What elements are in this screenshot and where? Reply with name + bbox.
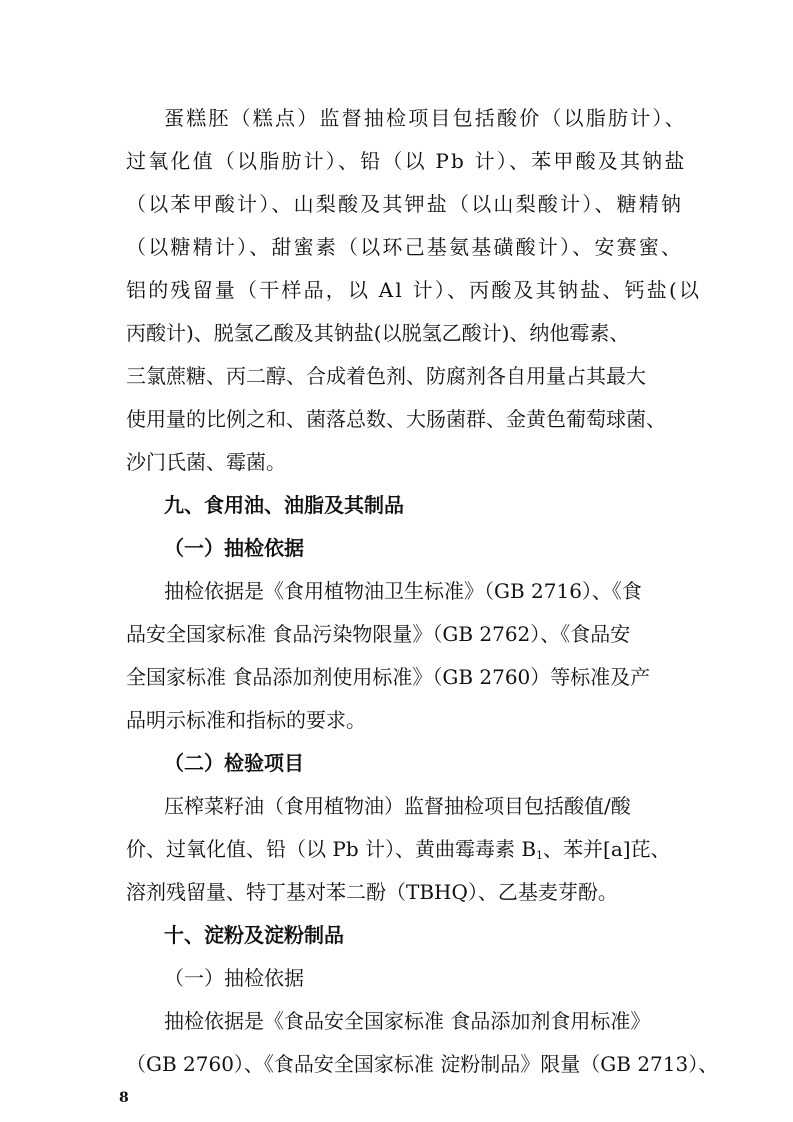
paragraph-line: 三氯蔗糖、丙二醇、合成着色剂、防腐剂各自用量占其最大 — [126, 364, 646, 388]
subsection-heading: （一）抽检依据 — [164, 536, 304, 560]
subsection-heading: （二）检验项目 — [164, 751, 304, 775]
paragraph-line: （GB 2760）、《食品安全国家标准 淀粉制品》限量（GB 2713）、 — [126, 1052, 719, 1076]
section-heading: 十、淀粉及淀粉制品 — [164, 923, 344, 947]
paragraph-line: 全国家标准 食品添加剂使用标准》（GB 2760）等标准及产 — [126, 665, 651, 689]
subscript: 1 — [536, 849, 544, 862]
text-span: 、苯并[a]芘、 — [543, 837, 671, 861]
subsection-heading: （一）抽检依据 — [164, 966, 304, 990]
text-span: 价、过氧化值、铅（以 Pb 计）、黄曲霉毒素 B — [126, 837, 537, 861]
paragraph-line: 使用量的比例之和、菌落总数、大肠菌群、金黄色葡萄球菌、 — [126, 407, 666, 431]
paragraph-line: 品安全国家标准 食品污染物限量》（GB 2762）、《食品安 — [126, 622, 631, 646]
section-heading: 九、食用油、油脂及其制品 — [164, 493, 404, 517]
paragraph-line: 蛋糕胚（糕点）监督抽检项目包括酸价（以脂肪计）、 — [164, 106, 687, 130]
paragraph-line: （以糖精计）、甜蜜素（以环己基氨基磺酸计）、安赛蜜、 — [126, 235, 684, 259]
paragraph-line: 铝的残留量（干样品，以 Al 计）、丙酸及其钠盐、钙盐(以 — [126, 278, 702, 302]
paragraph-line: 压榨菜籽油（食用植物油）监督抽检项目包括酸值/酸 — [164, 794, 631, 818]
paragraph-line: 过氧化值（以脂肪计）、铅（以 Pb 计）、苯甲酸及其钠盐 — [126, 149, 687, 173]
page-number: 8 — [119, 1090, 129, 1106]
paragraph-line: 抽检依据是《食用植物油卫生标准》（GB 2716）、《食 — [164, 579, 642, 603]
paragraph-line: 抽检依据是《食品安全国家标准 食品添加剂食用标准》 — [164, 1009, 651, 1033]
paragraph-line — [126, 837, 671, 868]
paragraph-line: 溶剂残留量、特丁基对苯二酚（TBHQ）、乙基麦芽酚。 — [126, 880, 618, 904]
paragraph-line: 沙门氏菌、霉菌。 — [126, 450, 286, 474]
paragraph-line: 丙酸计)、脱氢乙酸及其钠盐(以脱氢乙酸计)、纳他霉素、 — [126, 321, 630, 345]
paragraph-line: 品明示标准和指标的要求。 — [126, 708, 366, 732]
paragraph-line: （以苯甲酸计）、山梨酸及其钾盐（以山梨酸计）、糖精钠 — [126, 192, 684, 216]
